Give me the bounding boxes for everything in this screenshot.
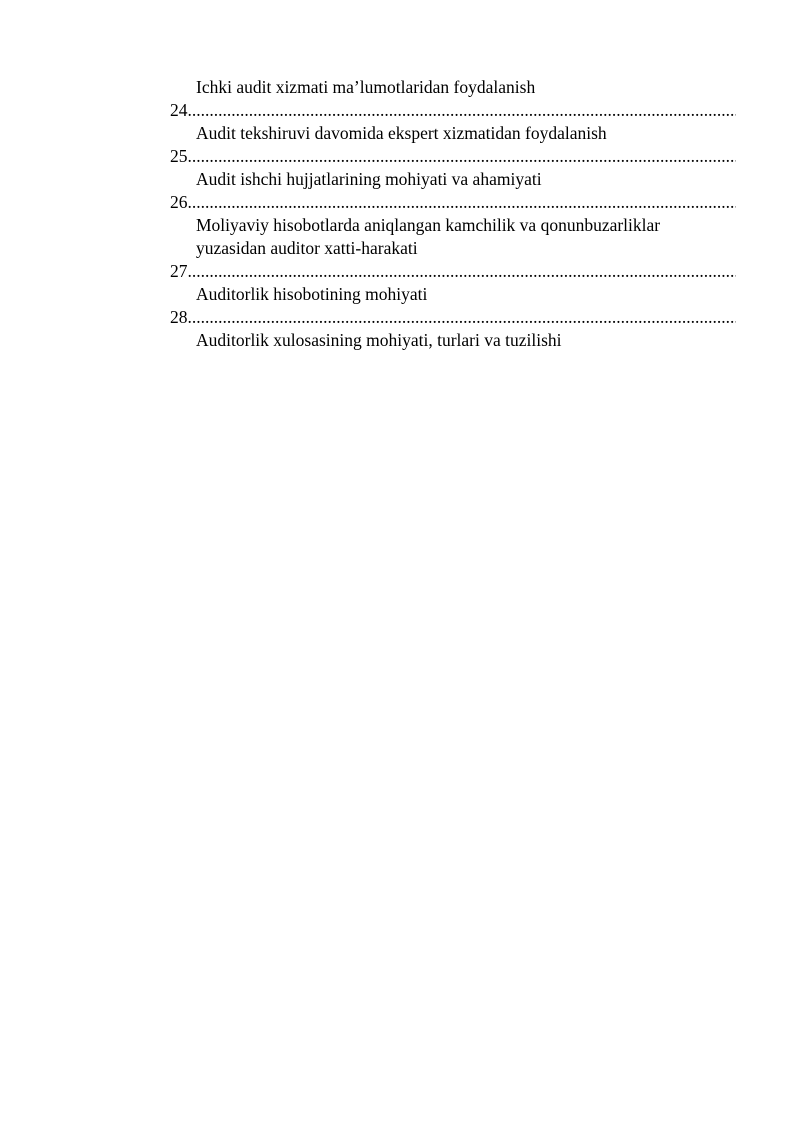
toc-entry-number: 27 xyxy=(170,261,188,281)
toc-dot-leader xyxy=(188,99,737,122)
toc-entry-number: 25 xyxy=(170,146,188,166)
toc-entry-title: Moliyaviy hisobotlarda aniqlangan kamchilik va qonunbuzarliklar xyxy=(196,215,661,235)
toc-entry-title: Audit tekshiruvi davomida ekspert xizmatidan foydalanish xyxy=(196,123,607,143)
toc-entry-title: Auditorlik xulosasining mohiyati, turlari va tuzilishi xyxy=(196,330,562,350)
toc-leader-row xyxy=(170,191,736,214)
toc-entry-title: Audit ishchi hujjatlarining mohiyati va ahamiyati xyxy=(196,169,542,189)
toc-entry xyxy=(170,214,736,283)
toc-entry xyxy=(170,329,736,352)
toc-entry xyxy=(170,283,736,329)
toc-entry xyxy=(170,122,736,168)
toc-entry-title-continued: yuzasidan auditor xatti-harakati xyxy=(196,238,418,258)
toc-dot-leader xyxy=(188,260,737,283)
toc-entry-number: 26 xyxy=(170,192,188,212)
toc-leader-row xyxy=(170,99,736,122)
toc-entry-title: Auditorlik hisobotining mohiyati xyxy=(196,284,428,304)
table-of-contents xyxy=(170,76,736,352)
toc-entry-number: 24 xyxy=(170,100,188,120)
toc-entry xyxy=(170,168,736,214)
toc-leader-row xyxy=(170,260,736,283)
toc-entry-title: Ichki audit xizmati ma’lumotlaridan foydalanish xyxy=(196,77,536,97)
toc-dot-leader xyxy=(188,145,737,168)
toc-leader-row xyxy=(170,306,736,329)
toc-entry xyxy=(170,76,736,122)
toc-dot-leader xyxy=(188,191,737,214)
toc-dot-leader xyxy=(188,306,737,329)
toc-entry-number: 28 xyxy=(170,307,188,327)
toc-leader-row xyxy=(170,145,736,168)
